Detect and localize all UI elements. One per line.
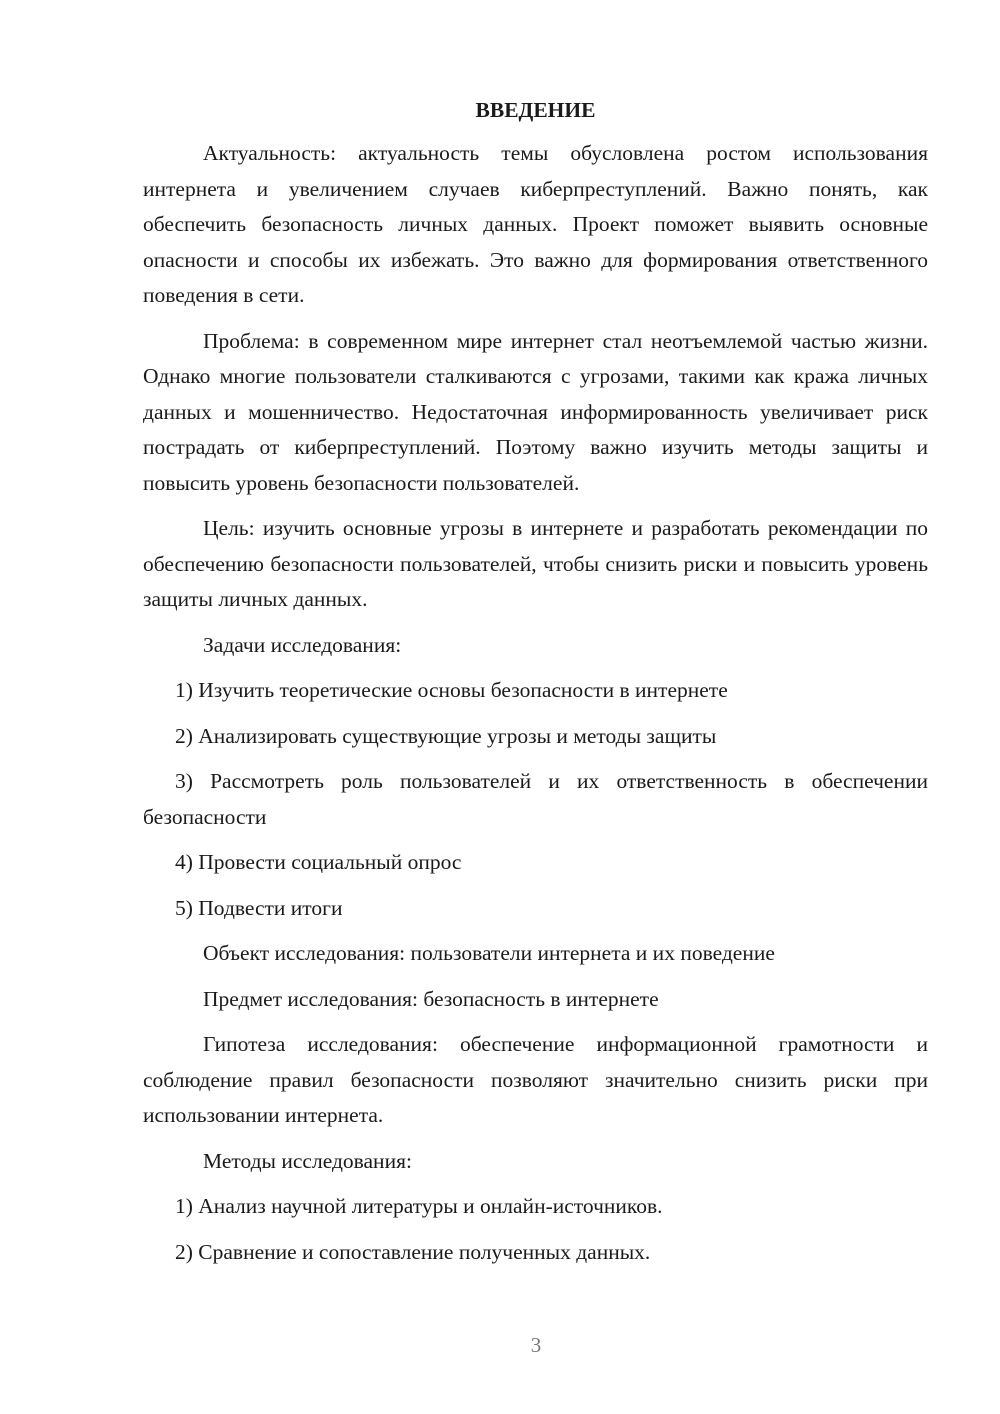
task-item-4: 4) Провести социальный опрос bbox=[175, 850, 462, 874]
task-item-2: 2) Анализировать существующие угрозы и методы защиты bbox=[175, 723, 717, 748]
task-item-1: 1) Изучить теоретические основы безопасности в интернете bbox=[175, 678, 728, 702]
page-title: ВВЕДЕНИЕ bbox=[475, 98, 596, 122]
subject-line: Предмет исследования: безопасность в интернете bbox=[203, 986, 659, 1011]
tasks-heading: Задачи исследования: bbox=[203, 632, 402, 657]
method-item-2: 2) Сравнение и сопоставление полученных данных. bbox=[175, 1239, 651, 1264]
relevance-paragraph: Актуальность: актуальность темы обусловлена ростом использования интернета и увеличением случаев киберпреступлений. Важно понять, как обеспечить безопасность личных данных. Проект поможет выявить основные опасности и способы их избежать. Это важно для формирования ответственного поведения в сети. bbox=[143, 141, 928, 307]
goal-paragraph: Цель: изучить основные угрозы в интернете и разработать рекомендации по обеспечению безопасности пользователей, чтобы снизить риски и повысить уровень защиты личных данных. bbox=[143, 516, 928, 611]
method-item-1: 1) Анализ научной литературы и онлайн-источников. bbox=[175, 1194, 663, 1218]
object-line: Объект исследования: пользователи интернета и их поведение bbox=[203, 941, 775, 965]
page-number: 3 bbox=[530, 1333, 542, 1357]
document-page bbox=[143, 92, 928, 1280]
problem-paragraph: Проблема: в современном мире интернет стал неотъемлемой частью жизни. Однако многие пользователи сталкиваются с угрозами, такими как кража личных данных и мошенничество. Недостаточная информированность увеличивает риск пострадать от киберпреступлений. Поэтому важно изучить методы защиты и повысить уровень безопасности пользователей. bbox=[143, 328, 928, 495]
methods-heading: Методы исследования: bbox=[203, 1148, 412, 1173]
task-item-3: 3) Рассмотреть роль пользователей и их ответственность в обеспечении безопасности bbox=[143, 769, 928, 829]
hypothesis-paragraph: Гипотеза исследования: обеспечение информационной грамотности и соблюдение правил безопасности позволяют значительно снизить риски при использовании интернета. bbox=[143, 1032, 928, 1127]
task-item-5: 5) Подвести итоги bbox=[175, 895, 343, 920]
